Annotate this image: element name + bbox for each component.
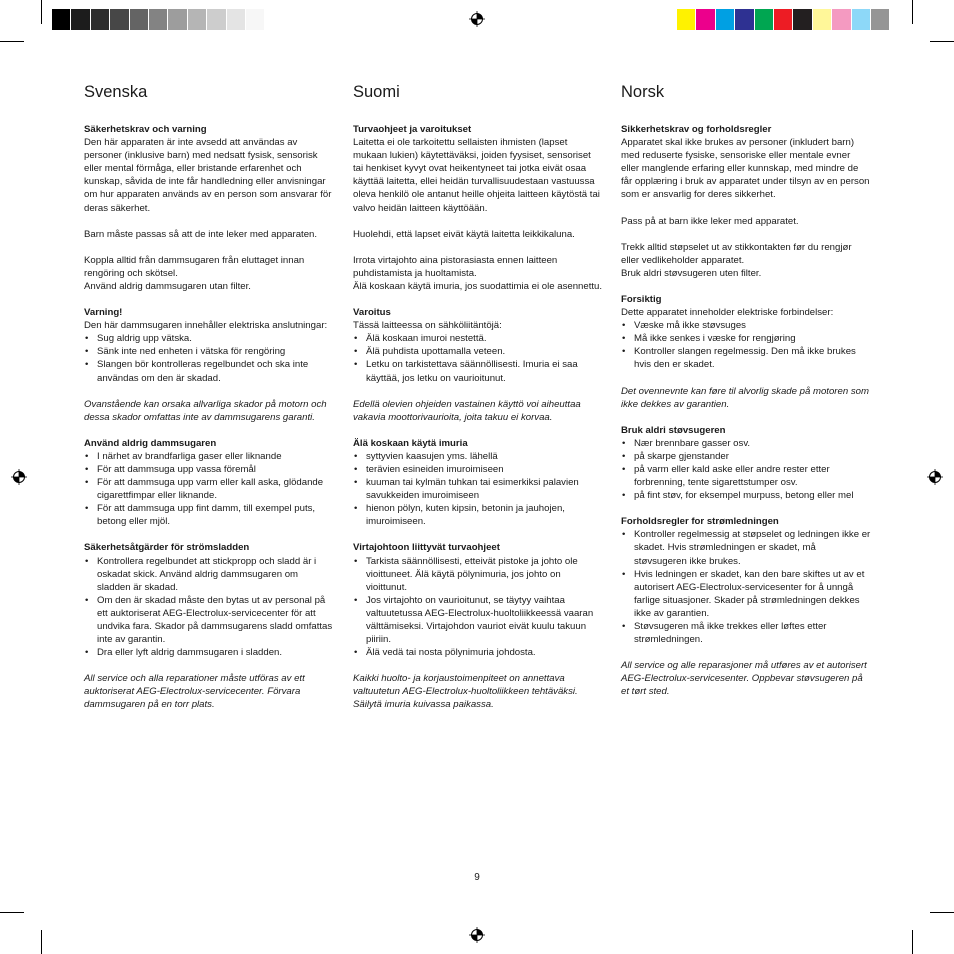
- section: [84, 306, 334, 385]
- color-swatch: [852, 9, 871, 30]
- color-swatch: [774, 9, 793, 30]
- color-swatch: [207, 9, 226, 30]
- section: [353, 398, 603, 424]
- bullet-item: • terävien esineiden imuroimiseen: [353, 463, 603, 476]
- bullet-item: • Om den är skadad måste den bytas ut av personal på ett auktoriserat AEG-Electrolux-servicecenter för att undvika fara. Skador på dammsugarens sladd omfattas inte av garantin.: [84, 594, 334, 646]
- section-heading: Varoitus: [353, 307, 391, 319]
- section: [84, 123, 334, 215]
- bullet-item: • Kontroller regelmessig at støpselet og ledningen ikke er skadet. Hvis strømledningen er skadet, må støvsugeren ikke brukes.: [621, 528, 871, 567]
- grayscale-color-bar: [52, 9, 265, 30]
- bullet-item: • hienon pölyn, kuten kipsin, betonin ja jauhojen, imuroimiseen.: [353, 502, 603, 528]
- section-heading: Säkerhetskrav och varning: [84, 124, 207, 135]
- color-swatch: [793, 9, 812, 30]
- section: [621, 424, 871, 503]
- section: [621, 123, 871, 202]
- section: [353, 254, 603, 293]
- bullet-item: • Væske må ikke støvsuges: [621, 319, 871, 332]
- registration-mark-icon: [11, 469, 27, 485]
- bullet-item: • syttyvien kaasujen yms. lähellä: [353, 450, 603, 463]
- section: [621, 241, 871, 280]
- bullet-item: • Dra eller lyft aldrig dammsugaren i sladden.: [84, 646, 334, 659]
- bullet-list: [621, 528, 871, 646]
- bullet-item: • För att dammsuga upp vassa föremål: [84, 463, 334, 476]
- bullet-item: • Kontroller slangen regelmessig. Den må ikke brukes hvis den er skadet.: [621, 345, 871, 371]
- bullet-item: • kuuman tai kylmän tuhkan tai esimerkiksi palavien savukkeiden imuroimiseen: [353, 476, 603, 502]
- color-swatch: [716, 9, 735, 30]
- bullet-item: • Älä puhdista upottamalla veteen.: [353, 345, 603, 358]
- bullet-item: • på skarpe gjenstander: [621, 450, 871, 463]
- color-swatch: [696, 9, 715, 30]
- bullet-item: • Sug aldrig upp vätska.: [84, 332, 334, 345]
- section-heading: Sikkerhetskrav og forholdsregler: [621, 124, 772, 135]
- section: [84, 398, 334, 424]
- body-text: Huolehdi, että lapset eivät käytä laitetta leikkikaluna.: [353, 228, 575, 240]
- column-norsk: [621, 82, 871, 711]
- bullet-item: • Sänk inte ned enheten i vätska för rengöring: [84, 345, 334, 358]
- section-heading: Varning!: [84, 307, 123, 319]
- bullet-item: • För att dammsuga upp varm eller kall aska, glödande cigarettfimpar eller liknande.: [84, 476, 334, 502]
- note-text: All service och alla reparationer måste utföras av ett auktoriserat AEG-Electrolux-servicecenter. Förvara dammsugaren på en torr plats.: [84, 673, 305, 711]
- section: [621, 515, 871, 646]
- color-swatch: [227, 9, 246, 30]
- section-heading: Virtajohtoon liittyvät turvaohjeet: [353, 542, 500, 554]
- body-text: Den här dammsugaren innehåller elektriska anslutningar:: [84, 320, 328, 332]
- bullet-list: [84, 450, 334, 529]
- color-swatch: [832, 9, 851, 30]
- bullet-list: [353, 332, 603, 384]
- bullet-item: • Älä koskaan imuroi nestettä.: [353, 332, 603, 345]
- section: [353, 541, 603, 659]
- section: [353, 228, 603, 241]
- color-swatch: [52, 9, 71, 30]
- section: [353, 437, 603, 529]
- note-text: Ovanstående kan orsaka allvarliga skador på motorn och dessa skador omfattas inte av dammsugarens garanti.: [84, 398, 327, 423]
- section: [84, 541, 334, 659]
- bullet-item: • Må ikke senkes i væske for rengjøring: [621, 332, 871, 345]
- bullet-list: [353, 450, 603, 529]
- bullet-list: [621, 319, 871, 371]
- bullet-item: • Jos virtajohto on vaurioitunut, se täytyy vaihtaa valtuutetussa AEG-Electrolux-huoltoliikkeessä vaaran välttämiseksi. Virtajohdon vauriot eivät kuulu takuun piiriin.: [353, 594, 603, 646]
- section: [84, 228, 334, 241]
- language-heading: Suomi: [353, 83, 400, 101]
- bullet-item: • Støvsugeren må ikke trekkes eller løftes etter strømledningen.: [621, 620, 871, 646]
- color-swatch: [246, 9, 265, 30]
- bullet-list: [353, 555, 603, 660]
- bullet-item: • på fint støv, for eksempel murpuss, betong eller mel: [621, 489, 871, 502]
- process-color-bar: [677, 9, 890, 30]
- section-heading: Forholdsregler for strømledningen: [621, 516, 779, 528]
- section: [84, 437, 334, 529]
- section: [353, 672, 603, 711]
- bullet-list: [84, 332, 334, 384]
- section-heading: Säkerhetsåtgärder för strömsladden: [84, 542, 250, 554]
- body-text: Älä koskaan käytä imuria, jos suodattimia ei ole asennettu.: [353, 280, 603, 292]
- section: [621, 659, 871, 698]
- section: [353, 306, 603, 385]
- section: [84, 672, 334, 711]
- color-swatch: [91, 9, 110, 30]
- note-text: Edellä olevien ohjeiden vastainen käyttö voi aiheuttaa vakavia moottorivaurioita, joita takuu ei korvaa.: [353, 398, 581, 423]
- color-swatch: [677, 9, 696, 30]
- body-text: Apparatet skal ikke brukes av personer (inkludert barn) med reduserte fysiske, sensoriske eller mentale evner eller manglende erfaring eller kunnskap, med mindre de får opplæring i bruk av apparatet under tilsyn av en person som er ansvarlig for deres sikkerhet.: [621, 137, 870, 201]
- column-suomi: [353, 82, 603, 725]
- body-text: Den här apparaten är inte avsedd att användas av personer (inklusive barn) med nedsatt fysisk, sensorisk eller mental förmåga, eller bristande erfarenhet och kunskap, såvida de inte får handledning eller anvisningar om hur apparaten används av en person som ansvarar för deras säkerhet.: [84, 137, 332, 214]
- column-svenska: [84, 82, 334, 725]
- language-heading: Svenska: [84, 83, 148, 101]
- bullet-item: • Älä vedä tai nosta pölynimuria johdosta.: [353, 646, 603, 659]
- body-text: Barn måste passas så att de inte leker med apparaten.: [84, 228, 318, 240]
- color-swatch: [71, 9, 90, 30]
- bullet-item: • Kontrollera regelbundet att stickpropp och sladd är i oskadat skick. Använd aldrig dammsugaren om sladden är skadad.: [84, 555, 334, 594]
- color-swatch: [130, 9, 149, 30]
- registration-mark-icon: [927, 469, 943, 485]
- bullet-item: • Slangen bör kontrolleras regelbundet och ska inte användas om den är skadad.: [84, 358, 334, 384]
- registration-mark-icon: [469, 11, 485, 27]
- bullet-item: • på varm eller kald aske eller andre rester etter forbrenning, tente sigarettstumper osv.: [621, 463, 871, 489]
- note-text: All service og alle reparasjoner må utføres av et autorisert AEG-Electrolux-servicesenter. Oppbevar støvsugeren på et tørt sted.: [621, 660, 867, 698]
- bullet-item: • Hvis ledningen er skadet, kan den bare skiftes ut av et autorisert AEG-Electrolux-servicesenter for å unngå farlige situasjoner. Skader på strømledningen dekkes ikke av garantien.: [621, 568, 871, 620]
- body-text: Bruk aldri støvsugeren uten filter.: [621, 267, 762, 279]
- section-heading: Använd aldrig dammsugaren: [84, 437, 217, 449]
- section: [84, 254, 334, 293]
- color-swatch: [149, 9, 168, 30]
- body-text: Irrota virtajohto aina pistorasiasta ennen laitteen puhdistamista ja huoltamista.: [353, 254, 558, 279]
- bullet-item: • För att dammsuga upp fint damm, till exempel puts, betong eller mjöl.: [84, 502, 334, 528]
- page-number: 9: [474, 872, 480, 883]
- bullet-item: • Letku on tarkistettava säännöllisesti. Imuria ei saa käyttää, jos letku on vaurioitunut.: [353, 358, 603, 384]
- body-text: Koppla alltid från dammsugaren från eluttaget innan rengöring och skötsel.: [84, 254, 305, 279]
- section: [621, 215, 871, 228]
- body-text: Pass på at barn ikke leker med apparatet.: [621, 215, 799, 227]
- section: [353, 123, 603, 215]
- bullet-item: • Tarkista säännöllisesti, etteivät pistoke ja johto ole vioittuneet. Älä käytä pölynimuria, jos johto on vioittunut.: [353, 555, 603, 594]
- bullet-list: [621, 437, 871, 502]
- body-text: Laitetta ei ole tarkoitettu sellaisten ihmisten (lapset mukaan lukien) käytettäväksi, joiden fyysiset, sensoriset tai henkiset kyvyt ovat heikentyneet tai jotka eivät osaa käyttää laitetta, ellei heidän turvallisuudestaan vastuussa oleva henkilö ole antanut heille ohjeita laitteen käytöstä tai valvo heidän laitteen käyttöään.: [353, 137, 600, 214]
- language-heading: Norsk: [621, 83, 665, 101]
- section-heading: Bruk aldri støvsugeren: [621, 424, 726, 436]
- registration-mark-icon: [469, 927, 485, 943]
- color-swatch: [168, 9, 187, 30]
- color-swatch: [188, 9, 207, 30]
- color-swatch: [755, 9, 774, 30]
- bullet-list: [84, 555, 334, 660]
- body-text: Dette apparatet inneholder elektriske forbindelser:: [621, 307, 834, 319]
- color-swatch: [110, 9, 129, 30]
- section: [621, 293, 871, 372]
- color-swatch: [871, 9, 890, 30]
- color-swatch: [735, 9, 754, 30]
- section-heading: Älä koskaan käytä imuria: [353, 437, 468, 449]
- note-text: Det ovennevnte kan føre til alvorlig skade på motoren som ikke dekkes av garantien.: [621, 385, 869, 410]
- body-text: Tässä laitteessa on sähköliitäntöjä:: [353, 320, 502, 332]
- section-heading: Forsiktig: [621, 293, 662, 305]
- body-text: Använd aldrig dammsugaren utan filter.: [84, 280, 251, 292]
- body-text: Trekk alltid støpselet ut av stikkontakten før du rengjør eller vedlikeholder apparatet.: [621, 241, 852, 266]
- bullet-item: • I närhet av brandfarliga gaser eller liknande: [84, 450, 334, 463]
- color-swatch: [813, 9, 832, 30]
- note-text: Kaikki huolto- ja korjaustoimenpiteet on annettava valtuutetun AEG-Electrolux-huoltoliikkeen tehtäväksi. Säilytä imuria kuivassa paikassa.: [353, 673, 578, 711]
- section-heading: Turvaohjeet ja varoitukset: [353, 124, 472, 135]
- section: [621, 385, 871, 411]
- bullet-item: • Nær brennbare gasser osv.: [621, 437, 871, 450]
